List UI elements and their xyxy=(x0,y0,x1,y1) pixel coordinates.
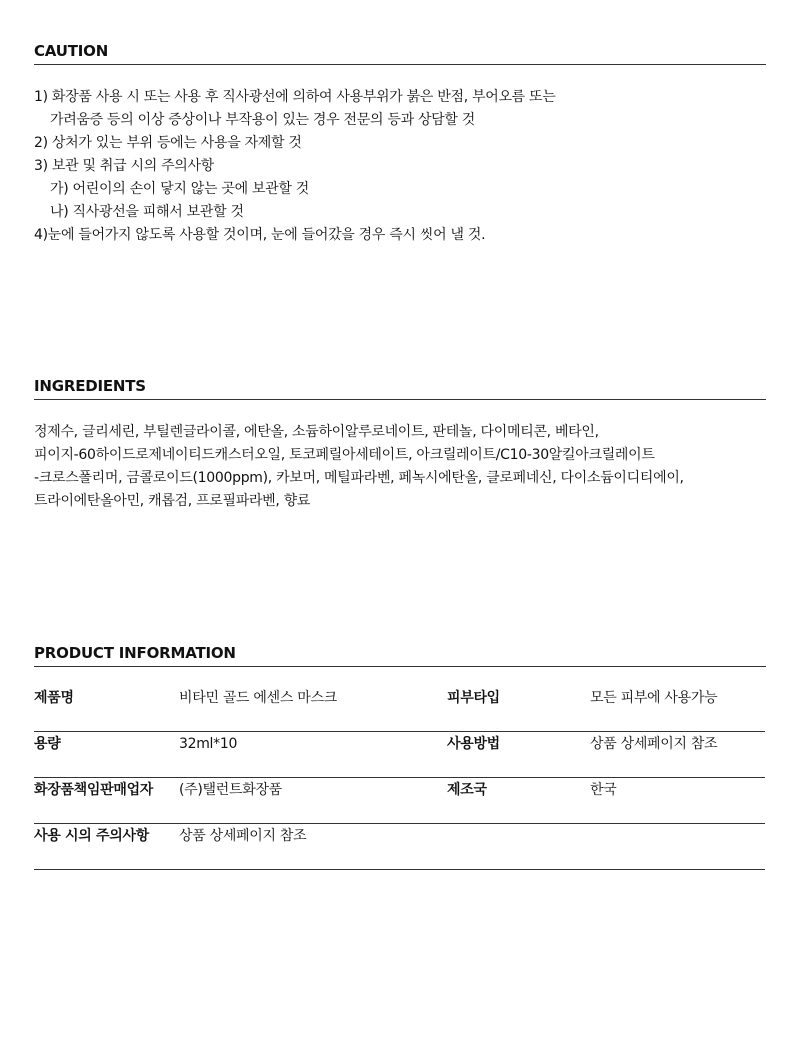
caution-heading: CAUTION xyxy=(34,41,766,65)
info-row-precautions xyxy=(34,824,765,870)
caution-text xyxy=(34,86,774,247)
value-volume: 32ml*10 xyxy=(179,736,238,752)
product-info-table xyxy=(34,686,765,870)
label-product-name: 제품명 xyxy=(34,690,74,706)
info-row-volume xyxy=(34,732,765,778)
ingredients-line-4: 트라이에탄올아민, 캐롭검, 프로필파라벤, 향료 xyxy=(34,493,311,509)
value-product-name: 비타민 골드 에센스 마스크 xyxy=(179,690,337,706)
value-usage: 상품 상세페이지 참조 xyxy=(590,736,718,752)
label-precautions: 사용 시의 주의사항 xyxy=(34,828,149,844)
caution-line-1: 1) 화장품 사용 시 또는 사용 후 직사광선에 의하여 사용부위가 붉은 반점, 부어오름 또는 xyxy=(34,89,556,105)
value-precautions: 상품 상세페이지 참조 xyxy=(179,828,307,844)
caution-line-4: 3) 보관 및 취급 시의 주의사항 xyxy=(34,158,214,174)
label-country: 제조국 xyxy=(447,782,487,798)
ingredients-line-2: 피이지-60하이드로제네이티드캐스터오일, 토코페릴아세테이트, 아크릴레이트/C10-30알킬아크릴레이트 xyxy=(34,447,655,463)
label-volume: 용량 xyxy=(34,736,61,752)
value-seller: (주)탤런트화장품 xyxy=(179,782,282,798)
caution-line-6: 나) 직사광선을 피해서 보관할 것 xyxy=(50,204,244,220)
value-skin-type: 모든 피부에 사용가능 xyxy=(590,690,718,706)
caution-line-2: 가려움증 등의 이상 증상이나 부작용이 있는 경우 전문의 등과 상담할 것 xyxy=(50,112,475,128)
info-row-seller xyxy=(34,778,765,824)
ingredients-line-3: -크로스폴리머, 금콜로이드(1000ppm), 카보머, 메틸파라벤, 페녹시에탄올, 클로페네신, 다이소듐이디티에이, xyxy=(34,470,684,486)
info-row-product-name xyxy=(34,686,765,732)
caution-line-5: 가) 어린이의 손이 닿지 않는 곳에 보관할 것 xyxy=(50,181,310,197)
label-seller: 화장품책임판매업자 xyxy=(34,782,154,798)
label-skin-type: 피부타입 xyxy=(447,690,500,706)
caution-line-7: 4)눈에 들어가지 않도록 사용할 것이며, 눈에 들어갔을 경우 즉시 씻어 낼 것. xyxy=(34,227,486,243)
value-country: 한국 xyxy=(590,782,617,798)
caution-line-3: 2) 상처가 있는 부위 등에는 사용을 자제할 것 xyxy=(34,135,302,151)
product-info-heading: PRODUCT INFORMATION xyxy=(34,643,766,667)
ingredients-line-1: 정제수, 글리세린, 부틸렌글라이콜, 에탄올, 소듐하이알루로네이트, 판테놀, 다이메티콘, 베타인, xyxy=(34,424,599,440)
ingredients-text xyxy=(34,421,774,513)
ingredients-heading: INGREDIENTS xyxy=(34,376,766,400)
label-usage: 사용방법 xyxy=(447,736,500,752)
